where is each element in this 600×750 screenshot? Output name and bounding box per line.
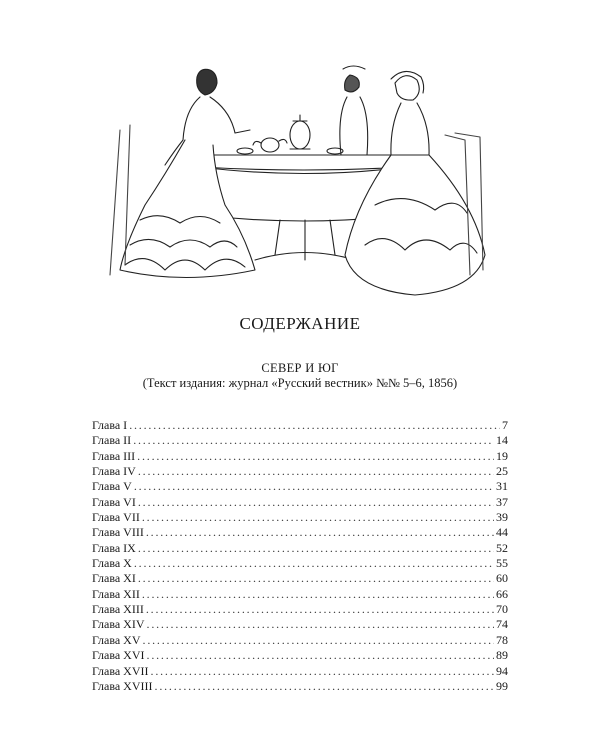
toc-entry-page: 89 xyxy=(496,648,508,663)
toc-leader-dots xyxy=(142,587,494,602)
toc-entry[interactable] xyxy=(92,617,508,632)
toc-entry[interactable] xyxy=(92,648,508,663)
toc-entry[interactable] xyxy=(92,495,508,510)
work-title: СЕВЕР И ЮГ xyxy=(261,361,339,375)
toc-leader-dots xyxy=(138,571,494,586)
toc-leader-dots xyxy=(147,648,494,663)
toc-entry-page: 19 xyxy=(496,448,508,463)
toc-entry-label: Глава I xyxy=(92,418,128,432)
toc-entry[interactable] xyxy=(92,664,508,679)
toc-entry-label: Глава XV xyxy=(92,632,141,647)
toc-entry-page: 39 xyxy=(496,510,508,525)
toc-entry[interactable] xyxy=(92,602,508,617)
toc-entry-label: Глава XVIII xyxy=(92,678,153,693)
toc-entry-page: 60 xyxy=(496,571,508,586)
toc-entry-page: 78 xyxy=(496,632,508,647)
toc-entry[interactable] xyxy=(92,633,508,648)
toc-entry-label: Глава IX xyxy=(92,540,136,555)
toc-leader-dots xyxy=(138,541,494,556)
toc-entry-page: 94 xyxy=(496,663,508,678)
toc-leader-dots xyxy=(146,525,494,540)
toc-entry[interactable] xyxy=(92,479,508,494)
work-subtitle: (Текст издания: журнал «Русский вестник» №№ 5–6, 1856) xyxy=(142,376,458,390)
toc-leader-dots xyxy=(138,495,494,510)
toc-leader-dots xyxy=(133,433,494,448)
toc-leader-dots xyxy=(134,556,494,571)
toc-entry-label: Глава XIV xyxy=(92,617,145,632)
toc-entry[interactable] xyxy=(92,418,508,433)
toc-leader-dots xyxy=(143,633,494,648)
toc-entry-label: Глава XIII xyxy=(92,602,144,617)
toc-entry[interactable] xyxy=(92,510,508,525)
tea-party-illustration xyxy=(105,55,500,300)
toc-entry[interactable] xyxy=(92,571,508,586)
toc-entry-label: Глава XVI xyxy=(92,648,145,663)
toc-entry[interactable] xyxy=(92,464,508,479)
toc-entry-page: 99 xyxy=(496,678,508,693)
page-title: СОДЕРЖАНИЕ xyxy=(239,314,361,333)
toc-entry-page: 74 xyxy=(496,617,508,632)
toc-entry-label: Глава XI xyxy=(92,571,136,586)
toc-entry-page: 70 xyxy=(496,602,508,617)
toc-leader-dots xyxy=(142,510,494,525)
toc-entry-label: Глава IV xyxy=(92,464,136,479)
toc-entry[interactable] xyxy=(92,679,508,694)
toc-entry-page: 7 xyxy=(502,418,508,432)
toc-entry-label: Глава VII xyxy=(92,510,140,525)
toc-entry-page: 37 xyxy=(496,494,508,509)
toc-leader-dots xyxy=(138,464,494,479)
toc-entry-page: 52 xyxy=(496,540,508,555)
toc-leader-dots xyxy=(146,602,494,617)
toc-entry-page: 55 xyxy=(496,556,508,571)
toc-entry[interactable] xyxy=(92,556,508,571)
toc-leader-dots xyxy=(129,418,500,433)
table-of-contents xyxy=(92,418,508,694)
toc-entry-label: Глава V xyxy=(92,479,132,494)
toc-entry[interactable] xyxy=(92,433,508,448)
toc-entry-label: Глава XII xyxy=(92,586,140,601)
toc-entry-label: Глава VI xyxy=(92,494,136,509)
toc-entry[interactable] xyxy=(92,541,508,556)
toc-entry-label: Глава X xyxy=(92,556,132,571)
toc-entry-page: 44 xyxy=(496,525,508,540)
toc-leader-dots xyxy=(137,449,494,464)
toc-entry-label: Глава II xyxy=(92,433,132,448)
toc-entry-page: 31 xyxy=(496,479,508,494)
toc-leader-dots xyxy=(134,479,494,494)
toc-entry-page: 25 xyxy=(496,464,508,479)
toc-entry-page: 66 xyxy=(496,586,508,601)
toc-leader-dots xyxy=(147,617,494,632)
toc-leader-dots xyxy=(151,664,494,679)
toc-entry-label: Глава VIII xyxy=(92,525,144,540)
toc-entry-label: Глава XVII xyxy=(92,663,149,678)
toc-entry[interactable] xyxy=(92,525,508,540)
toc-entry-page: 14 xyxy=(496,433,508,448)
toc-entry[interactable] xyxy=(92,449,508,464)
toc-entry-label: Глава III xyxy=(92,448,136,463)
toc-leader-dots xyxy=(155,679,494,694)
toc-entry[interactable] xyxy=(92,587,508,602)
